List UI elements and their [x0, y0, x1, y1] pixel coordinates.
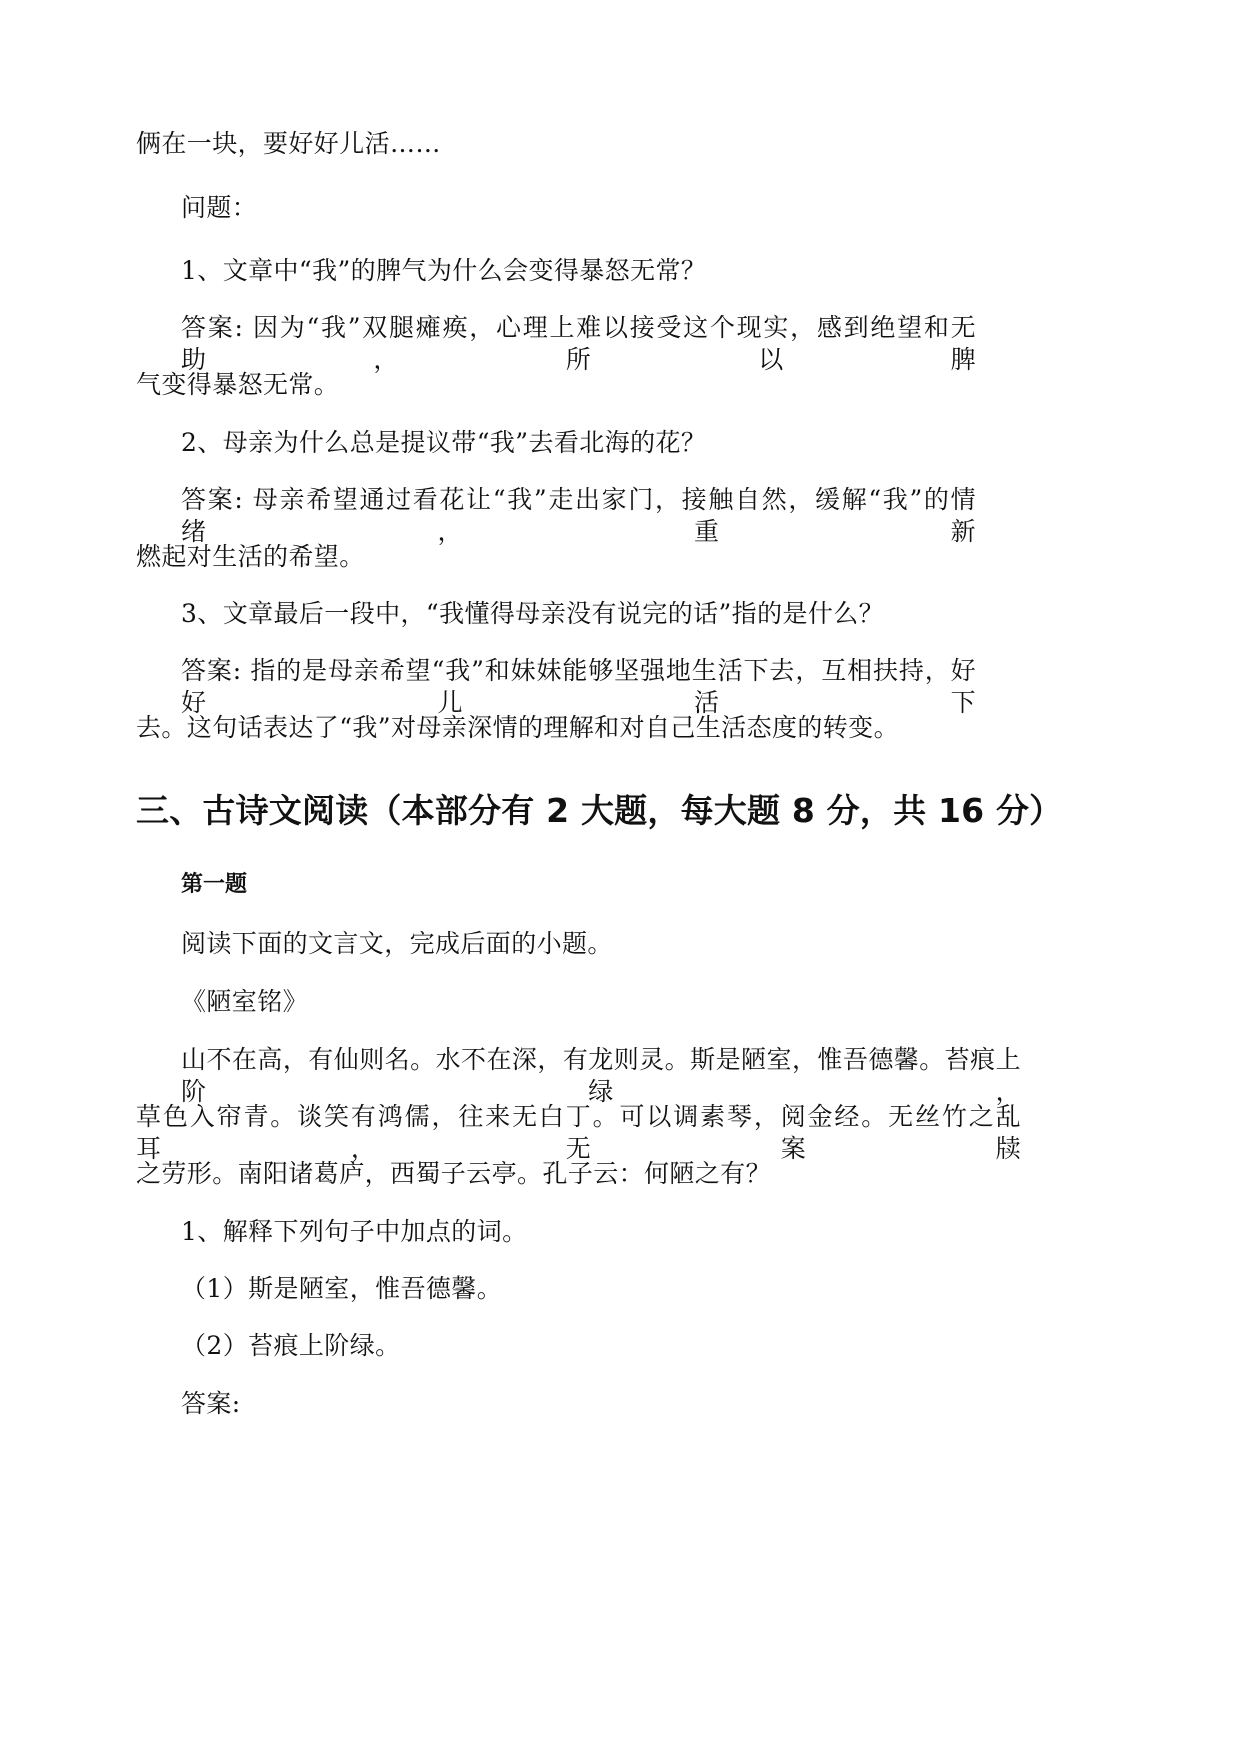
answer-2-line2: 燃起对生活的希望。: [136, 542, 365, 571]
section-3-title: 三、古诗文阅读（本部分有 2 大题，每大题 8 分，共 16 分）: [136, 791, 1063, 830]
reading-instruction: 阅读下面的文言文，完成后面的小题。: [181, 929, 613, 958]
first-question-label: 第一题: [181, 872, 248, 897]
answer-3-line1: 答案: 指的是母亲希望“我”和妹妹能够坚强地生活下去，互相扶持，好好儿活下: [181, 656, 976, 717]
answer-2-line1: 答案: 母亲希望通过看花让“我”走出家门，接触自然，缓解“我”的情绪，重新: [181, 485, 976, 546]
answer-3-line2: 去。这句话表达了“我”对母亲深情的理解和对自己生活态度的转变。: [136, 713, 899, 742]
question-3: 3、文章最后一段中，“我懂得母亲没有说完的话”指的是什么？: [181, 599, 885, 628]
question-2: 2、母亲为什么总是提议带“我”去看北海的花？: [181, 428, 707, 457]
poem-line-1: 山不在高，有仙则名。水不在深，有龙则灵。斯是陋室，惟吾德馨。苔痕上阶绿，: [181, 1045, 1021, 1106]
sub-question-item-1: （1）斯是陋室，惟吾德馨。: [181, 1274, 503, 1303]
answer-label: 答案:: [181, 1389, 241, 1418]
answer-1-line1: 答案: 因为“我”双腿瘫痪，心理上难以接受这个现实，感到绝望和无助，所以脾: [181, 313, 976, 374]
question-1: 1、文章中“我”的脾气为什么会变得暴怒无常？: [181, 256, 707, 285]
sub-question-item-2: （2）苔痕上阶绿。: [181, 1331, 401, 1360]
poem-line-3: 之劳形。南阳诸葛庐，西蜀子云亭。孔子云：何陋之有？: [136, 1159, 772, 1188]
continuation-line: 俩在一块，要好好儿活……: [136, 129, 441, 158]
questions-label: 问题：: [181, 193, 258, 222]
answer-1-line2: 气变得暴怒无常。: [136, 370, 340, 399]
sub-question-1: 1、解释下列句子中加点的词。: [181, 1217, 528, 1246]
poem-title: 《陋室铭》: [181, 987, 309, 1016]
poem-line-2: 草色入帘青。谈笑有鸿儒，往来无白丁。可以调素琴，阅金经。无丝竹之乱耳，无案牍: [136, 1102, 1021, 1163]
